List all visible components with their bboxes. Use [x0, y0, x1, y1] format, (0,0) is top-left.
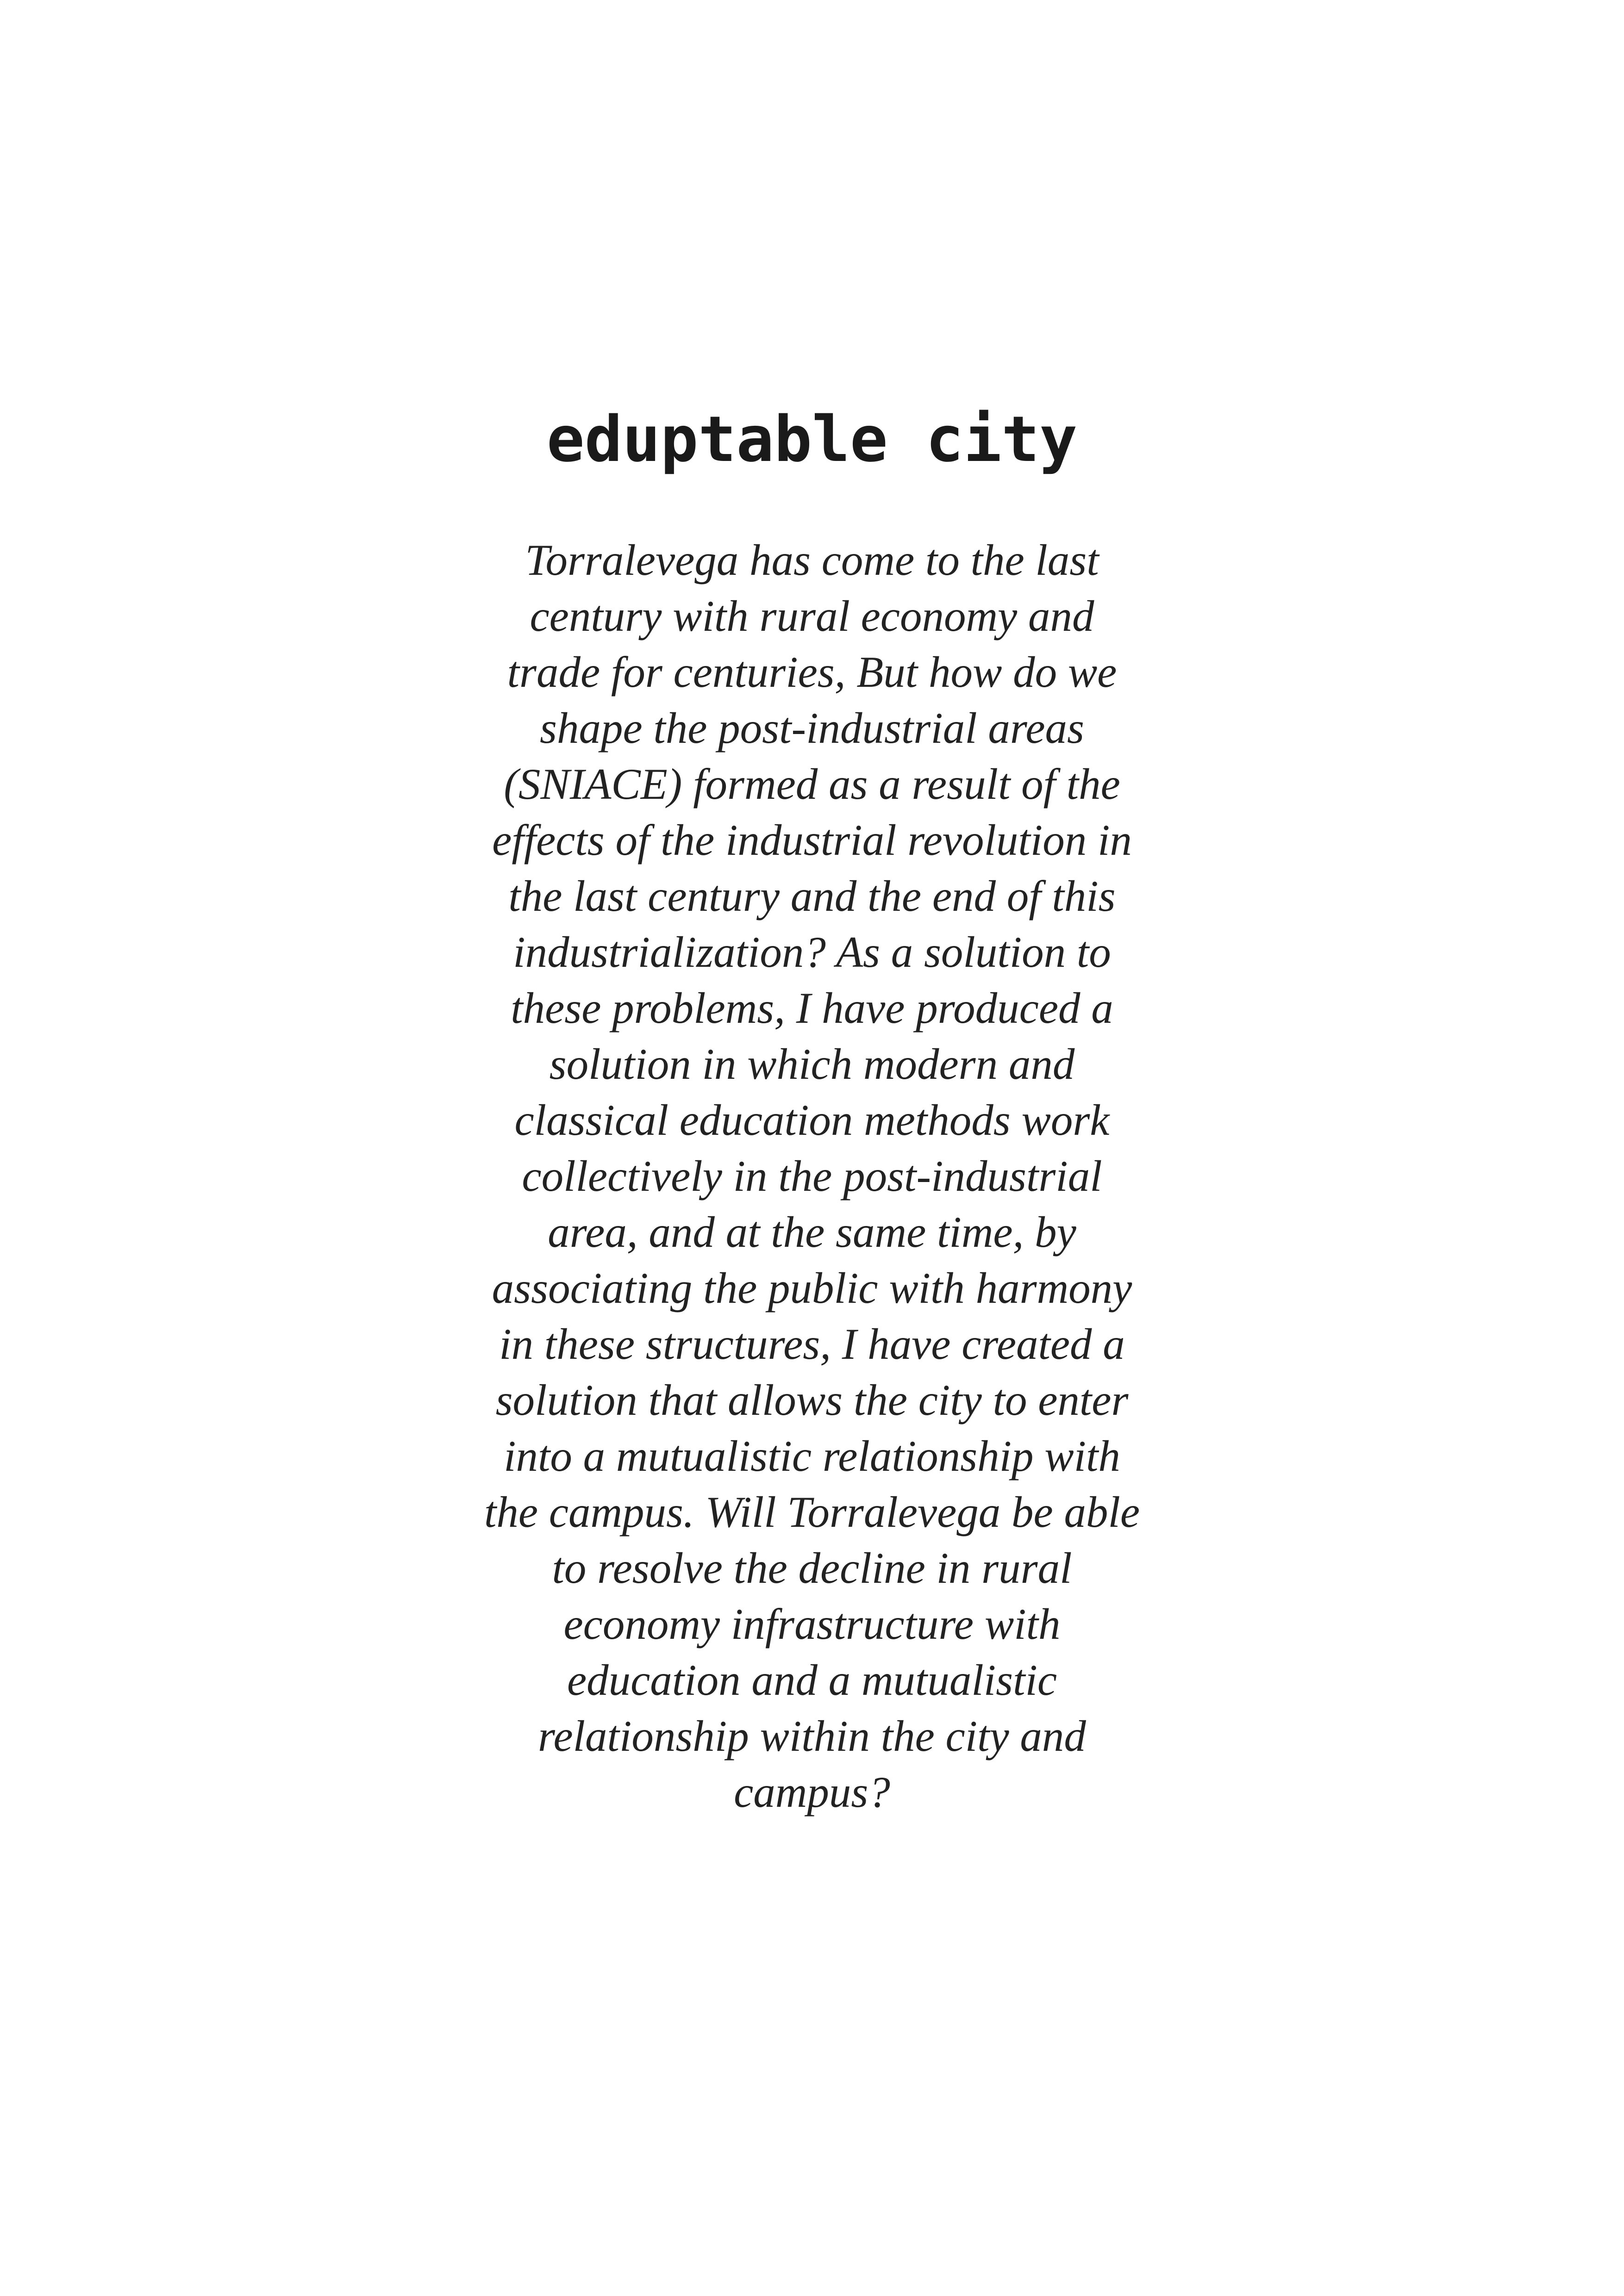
body-line: shape the post-industrial areas: [539, 703, 1085, 753]
body-line: these problems, I have produced a: [511, 983, 1113, 1033]
body-line: area, and at the same time, by: [548, 1207, 1076, 1257]
body-line: solution that allows the city to enter: [495, 1375, 1129, 1425]
body-line: Torralevega has come to the last: [525, 535, 1099, 585]
body-line: the last century and the end of this: [508, 871, 1116, 921]
body-line: campus?: [734, 1767, 890, 1817]
body-line: classical education methods work: [514, 1095, 1110, 1145]
body-line: collectively in the post-industrial: [522, 1151, 1102, 1201]
body-line: trade for centuries, But how do we: [507, 647, 1117, 697]
body-line: in these structures, I have created a: [499, 1319, 1125, 1369]
body-paragraph: [442, 532, 1182, 1820]
page-title: eduptable city: [546, 403, 1078, 476]
body-line: relationship within the city and: [538, 1711, 1086, 1761]
body-line: associating the public with harmony: [492, 1263, 1132, 1313]
body-line: (SNIACE) formed as a result of the: [504, 759, 1120, 809]
body-line: into a mutualistic relationship with: [504, 1431, 1120, 1481]
body-line: education and a mutualistic: [567, 1655, 1057, 1705]
body-line: the campus. Will Torralevega be able: [484, 1487, 1140, 1537]
body-line: solution in which modern and: [549, 1039, 1075, 1089]
body-line: to resolve the decline in rural: [552, 1543, 1072, 1593]
body-line: economy infrastructure with: [563, 1599, 1061, 1649]
body-line: industrialization? As a solution to: [513, 927, 1111, 977]
body-line: century with rural economy and: [530, 591, 1094, 641]
body-line: effects of the industrial revolution in: [492, 815, 1132, 865]
